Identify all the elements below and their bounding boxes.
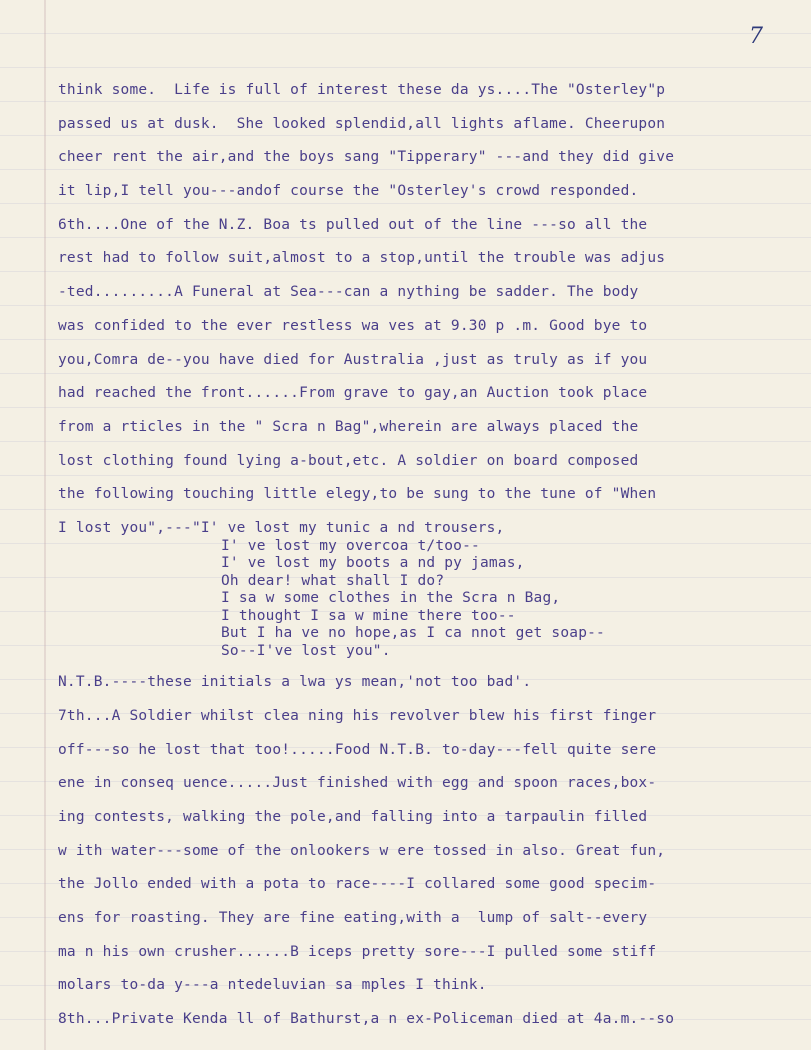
text-line: was confided to the ever restless wa ves at 9.30 p .m. Good bye to (58, 317, 648, 334)
verse-line: I thought I sa w mine there too-- (221, 607, 516, 624)
text-line: w ith water---some of the onlookers w ere tossed in also. Great fun, (58, 842, 666, 859)
text-line: you,Comra de--you have died for Australia ,just as truly as if you (58, 351, 648, 368)
text-line: 7th...A Soldier whilst clea ning his revolver blew his first finger (58, 707, 657, 724)
text-line: ing contests, walking the pole,and falling into a tarpaulin filled (58, 808, 648, 825)
text-line: rest had to follow suit,almost to a stop,until the trouble was adjus (58, 250, 666, 267)
text-line: ma n his own crusher......B iceps pretty sore---I pulled some stiff (58, 943, 657, 960)
verse-line: Oh dear! what shall I do? (221, 572, 445, 589)
text-line: -ted.........A Funeral at Sea---can a nything be sadder. The body (58, 284, 639, 301)
text-line: it lip,I tell you---andof course the "Osterley's crowd responded. (58, 183, 639, 200)
verse-line: I sa w some clothes in the Scra n Bag, (221, 590, 561, 607)
text-line: molars to-da y---a ntedeluvian sa mples I think. (58, 977, 487, 994)
text-line: I lost you",---"I' ve lost my tunic a nd trousers, (58, 519, 505, 536)
verse-line: But I ha ve no hope,as I ca nnot get soap-- (221, 625, 605, 642)
text-line: think some. Life is full of interest these da ys....The "Osterley"p (58, 82, 666, 98)
page-number: 7 (749, 24, 763, 49)
text-line: the following touching little elegy,to be sung to the tune of "When (58, 486, 657, 503)
text-line: had reached the front......From grave to gay,an Auction took place (58, 385, 648, 402)
text-line: 8th...Private Kenda ll of Bathurst,a n ex-Policeman died at 4a.m.--so (58, 1011, 675, 1027)
text-line: 6th....One of the N.Z. Boa ts pulled out of the line ---so all the (58, 216, 648, 233)
text-line: ens for roasting. They are fine eating,with a lump of salt--every (58, 909, 648, 926)
elegy-verse (58, 538, 778, 661)
text-line: lost clothing found lying a-bout,etc. A soldier on board composed (58, 452, 639, 469)
text-line: off---so he lost that too!.....Food N.T.B. to-day---fell quite sere (58, 741, 657, 758)
verse-line: I' ve lost my overcoa t/too-- (221, 537, 480, 554)
verse-line: So--I've lost you". (221, 642, 391, 659)
text-line: N.T.B.----these initials a lwa ys mean,'not too bad'. (58, 674, 532, 691)
diary-text (58, 74, 778, 1037)
text-line: cheer rent the air,and the boys sang "Tipperary" ---and they did give (58, 149, 675, 166)
verse-line: I' ve lost my boots a nd py jamas, (221, 555, 525, 572)
text-line: the Jollo ended with a pota to race----I collared some good specim- (58, 876, 657, 893)
text-line: ene in conseq uence.....Just finished with egg and spoon races,box- (58, 775, 657, 792)
text-line: from a rticles in the " Scra n Bag",wherein are always placed the (58, 418, 639, 435)
text-line: passed us at dusk. She looked splendid,all lights aflame. Cheerupon (58, 115, 666, 132)
